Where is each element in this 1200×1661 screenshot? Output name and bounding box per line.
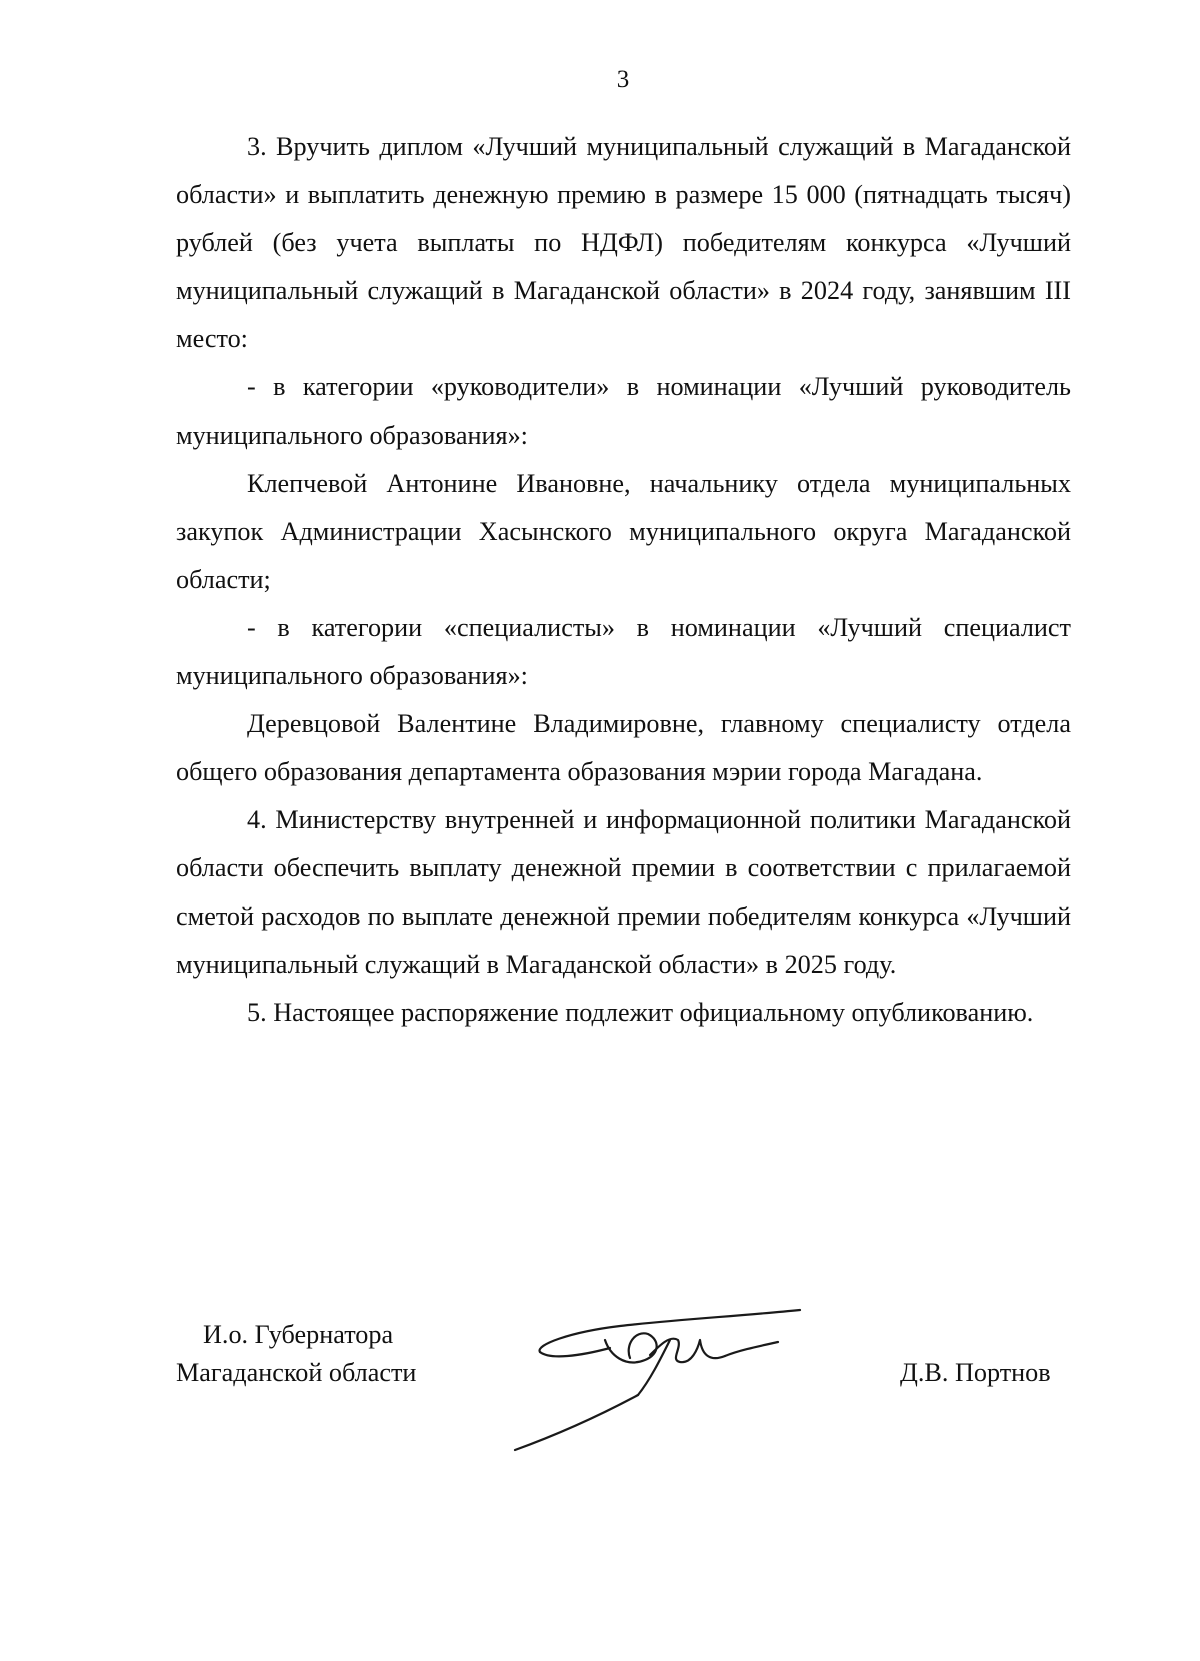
paragraph-item-3: 3. Вручить диплом «Лучший муниципальный служащий в Магаданской области» и выплатить денежную премию в размере 15 000 (пятнадцать тысяч) рублей (без учета выплаты по НДФЛ) победителям конкурса «Лучший муниципальный служащий в Магаданской области» в 2024 году, занявшим III место: [176,132,1071,354]
page-number: 3 [616,66,630,93]
paragraph-awardee-1: Клепчевой Антонине Ивановне, начальнику отдела муниципальных закупок Администрации Хасынского муниципального округа Магаданской области; [176,468,1071,594]
signatory-position-line1: И.о. Губернатора [203,1320,394,1349]
handwritten-signature [510,1300,810,1460]
paragraph-category-leaders: - в категории «руководители» в номинации «Лучший руководитель муниципального образования»: [176,372,1071,450]
document-body [176,123,1071,1037]
paragraph-category-specialists: - в категории «специалисты» в номинации «Лучший специалист муниципального образования»: [176,612,1071,691]
signatory-position [176,1316,416,1392]
paragraph-awardee-2: Деревцовой Валентине Владимировне, главному специалисту отдела общего образования департамента образования мэрии города Магадана. [176,709,1071,787]
paragraph-item-4: 4. Министерству внутренней и информационной политики Магаданской области обеспечить выплату денежной премии в соответствии с прилагаемой сметой расходов по выплате денежной премии победителям конкурса «Лучший муниципальный служащий в Магаданской области» в 2025 году. [176,805,1071,979]
signatory-position-line2: Магаданской области [176,1358,417,1387]
signatory-name: Д.В. Портнов [900,1358,1051,1387]
paragraph-item-5: 5. Настоящее распоряжение подлежит официальному опубликованию. [247,997,1034,1027]
